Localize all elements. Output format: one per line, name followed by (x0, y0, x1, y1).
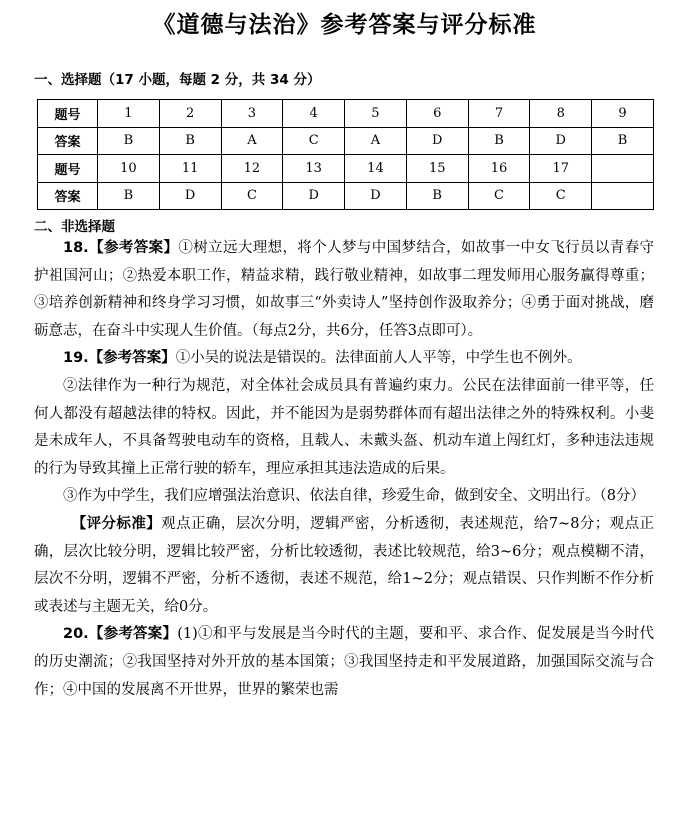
q20-paragraph (34, 621, 654, 704)
answer-cell: A (221, 127, 283, 155)
answer-cell: C (221, 182, 283, 210)
row-header-number: 题号 (38, 100, 98, 128)
question-number: 10 (98, 155, 160, 183)
question-number: 7 (468, 100, 530, 128)
answer-cell (592, 182, 654, 210)
rubric-text: 观点正确，层次分明，逻辑严密，分析透彻，表述规范，给7~8分；观点正确，层次比较分明，逻辑比较严密，分析比较透彻，表述比较规范，给3~6分；观点模糊不清，层次不分明，逻辑不严密，分析不透彻，表述不规范，给1~2分；观点错误、只作判断不作分析或表述与主题无关，给0分。 (34, 515, 654, 615)
question-number: 1 (98, 100, 160, 128)
question-number: 14 (345, 155, 407, 183)
rubric-label: 【评分标准】 (71, 515, 162, 532)
answer-cell: D (530, 127, 592, 155)
question-number: 12 (221, 155, 283, 183)
question-number: 8 (530, 100, 592, 128)
answer-table (37, 99, 654, 210)
answer-cell: C (283, 127, 345, 155)
answer-cell: C (530, 182, 592, 210)
answer-cell: D (406, 127, 468, 155)
table-row-numbers-2 (38, 155, 654, 183)
q20-label: 20.【参考答案】 (63, 626, 178, 643)
section-heading-non-choice: 二、非选择题 (34, 219, 115, 235)
row-header-answer: 答案 (38, 182, 98, 210)
q20-text: (1)①和平与发展是当今时代的主题，要和平、求合作、促发展是当今时代的历史潮流；②我国坚持对外开放的基本国策；③我国坚持走和平发展道路，加强国际交流与合作；④中国的发展离不开世界，世界的繁荣也需 (34, 626, 654, 698)
answer-cell: B (98, 127, 160, 155)
question-number: 16 (468, 155, 530, 183)
q19-paragraph-3: ③作为中学生，我们应增强法治意识、依法自律，珍爱生命，做到安全、文明出行。（8分） (63, 488, 645, 505)
table-row-numbers-1 (38, 100, 654, 128)
answer-cell: A (345, 127, 407, 155)
q18-paragraph (34, 235, 654, 345)
question-number (592, 155, 654, 183)
answer-cell: D (283, 182, 345, 210)
question-number: 3 (221, 100, 283, 128)
question-number: 15 (406, 155, 468, 183)
question-number: 13 (283, 155, 345, 183)
question-number: 5 (345, 100, 407, 128)
question-number: 4 (283, 100, 345, 128)
q19-paragraph-2: ②法律作为一种行为规范，对全体社会成员具有普遍约束力。公民在法律面前一律平等，任何人都没有超越法律的特权。因此，并不能因为是弱势群体而有超出法律之外的特殊权利。小斐是未成年人，不具备驾驶电动车的资格，且载人、未戴头盔、机动车道上闯红灯，多种违法违规的行为导致其撞上正常行驶的轿车，理应承担其违法造成的后果。 (34, 377, 654, 477)
question-number: 6 (406, 100, 468, 128)
question-number: 9 (592, 100, 654, 128)
answer-cell: C (468, 182, 530, 210)
q18-text: ①树立远大理想，将个人梦与中国梦结合，如故事一中女飞行员以青春守护祖国河山；②热爱本职工作，精益求精，践行敬业精神，如故事二理发师用心服务赢得尊重；③培养创新精神和终身学习习惯，如故事三“外卖诗人”坚持创作汲取养分；④勇于面对挑战，磨砺意志，在奋斗中实现人生价值。（每点2分，共6分，任答3点即可）。 (34, 240, 655, 339)
answer-cell: B (592, 127, 654, 155)
page-title: 《道德与法治》参考答案与评分标准 (152, 12, 537, 38)
q19-label: 19.【参考答案】 (63, 350, 176, 367)
answer-cell: D (159, 182, 221, 210)
rubric-paragraph (34, 511, 654, 621)
answer-cell: B (159, 127, 221, 155)
row-header-answer: 答案 (38, 127, 98, 155)
table-row-answers-2 (38, 182, 654, 210)
table-row-answers-1 (38, 127, 654, 155)
answer-cell: B (98, 182, 160, 210)
question-number: 17 (530, 155, 592, 183)
q19-paragraph-1 (34, 345, 654, 373)
answer-cell: D (345, 182, 407, 210)
answer-cell: B (406, 182, 468, 210)
question-number: 11 (159, 155, 221, 183)
q19-text-1: ①小吴的说法是错误的。法律面前人人平等，中学生也不例外。 (175, 350, 582, 367)
answer-cell: B (468, 127, 530, 155)
section-heading-choice: 一、选择题（17 小题，每题 2 分，共 34 分） (34, 72, 321, 88)
question-number: 2 (159, 100, 221, 128)
answer-body (34, 235, 654, 704)
row-header-number: 题号 (38, 155, 98, 183)
q18-label: 18.【参考答案】 (63, 240, 179, 256)
